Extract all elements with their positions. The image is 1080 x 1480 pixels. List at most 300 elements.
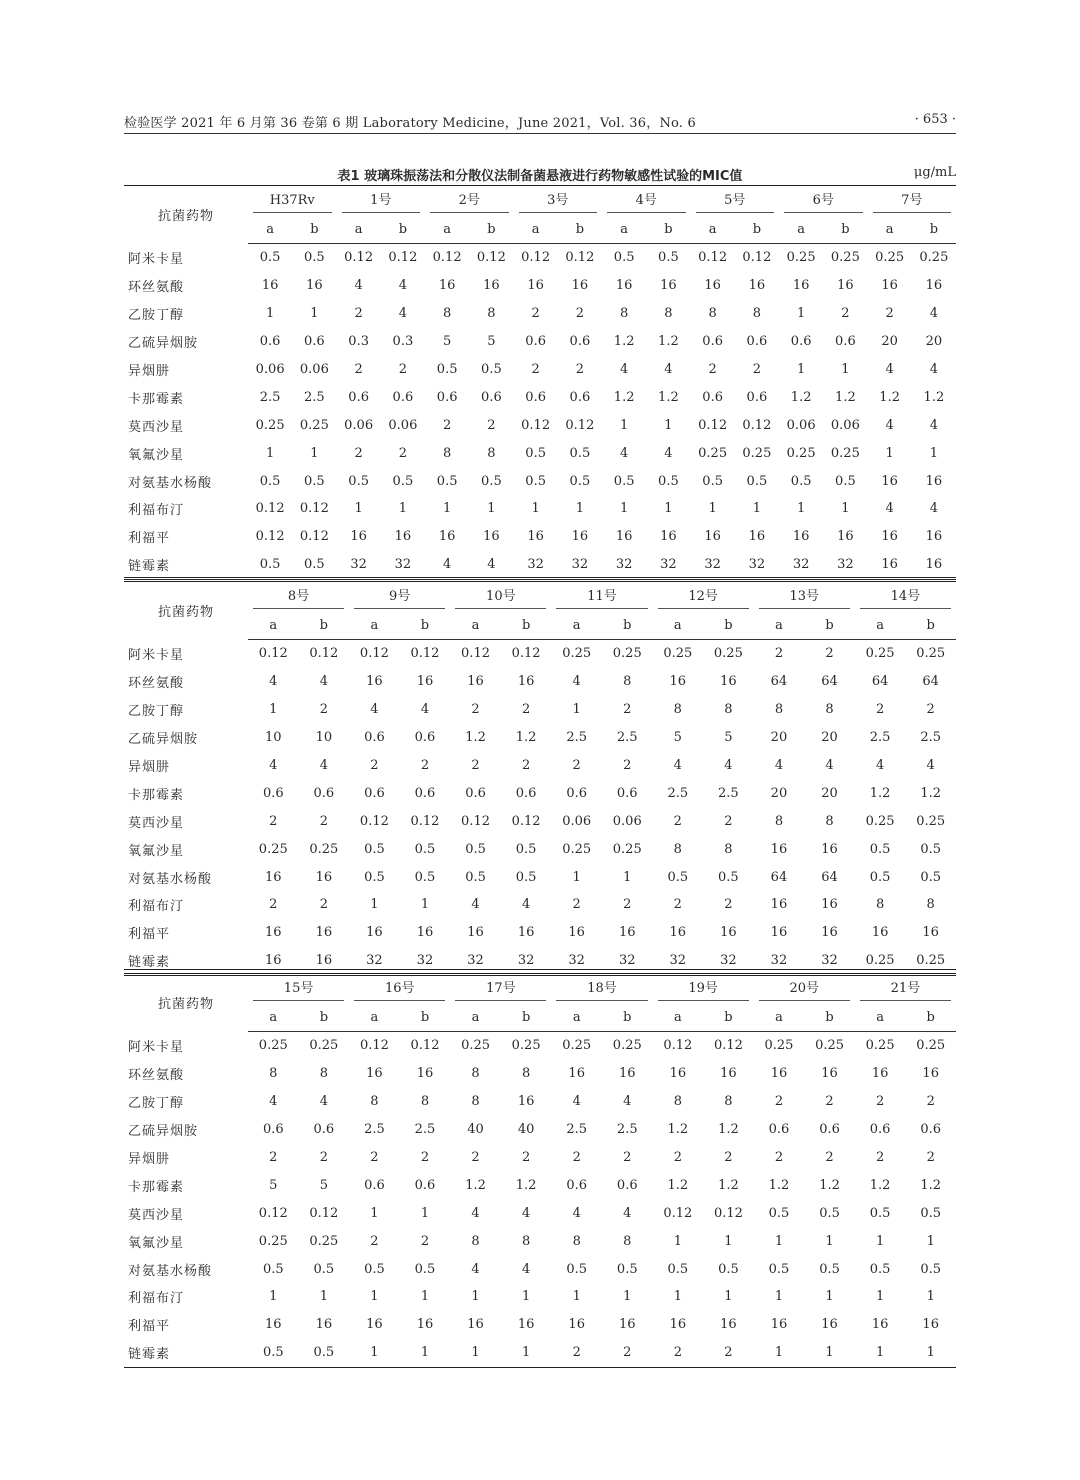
mic-table-part-3 xyxy=(124,973,956,1368)
mic-value: 1 xyxy=(774,1345,784,1361)
mic-value: 0.06 xyxy=(299,362,329,377)
journal-citation: 检验医学 2021 年 6 月第 36 卷第 6 期 Laboratory Medicine，June 2021，Vol. 36，No. 6 xyxy=(124,116,696,131)
mic-value: 1 xyxy=(487,501,496,517)
mic-value: 0.5 xyxy=(920,869,942,885)
strain-label: 14号 xyxy=(860,586,951,609)
mic-value: 0.5 xyxy=(414,841,436,857)
mic-value: 1.2 xyxy=(768,1177,790,1193)
table-row xyxy=(124,1283,956,1311)
drug-name: 异烟肼 xyxy=(128,760,171,775)
mic-value: 16 xyxy=(720,1066,737,1082)
method-a-header: a xyxy=(450,612,501,640)
mic-value: 2.5 xyxy=(667,785,689,801)
mic-value: 0.6 xyxy=(525,334,546,350)
mic-value: 2 xyxy=(575,362,585,377)
table-row xyxy=(124,863,956,891)
strain-label: 12号 xyxy=(658,586,749,609)
strain-group-header xyxy=(754,974,855,1005)
mic-value: 2 xyxy=(572,897,581,913)
mic-value: 0.5 xyxy=(465,841,486,857)
mic-value: 16 xyxy=(467,925,484,941)
mic-value: 0.6 xyxy=(746,334,768,350)
mic-value: 32 xyxy=(394,557,412,573)
mic-value: 2 xyxy=(354,306,363,322)
table-row xyxy=(124,1311,956,1339)
mic-value: 16 xyxy=(925,557,943,573)
mic-value: 16 xyxy=(517,674,535,690)
mic-value: 1 xyxy=(797,362,806,377)
mic-value: 4 xyxy=(572,1205,581,1221)
mic-value: 0.6 xyxy=(616,785,638,801)
method-a-header: a xyxy=(653,612,704,640)
mic-value: 0.12 xyxy=(309,646,339,662)
mic-value: 16 xyxy=(660,529,677,545)
strain-group-header xyxy=(349,974,450,1005)
mic-value: 0.12 xyxy=(258,646,288,662)
mic-value: 0.25 xyxy=(258,1038,288,1054)
drug-column-header: 抗菌药物 xyxy=(157,605,214,621)
mic-value: 1 xyxy=(443,501,452,517)
mic-value: 16 xyxy=(306,278,323,294)
mic-value: 8 xyxy=(620,306,629,322)
mic-value: 0.5 xyxy=(869,869,891,885)
mic-value: 0.12 xyxy=(663,1205,693,1221)
method-b-header: b xyxy=(501,612,552,640)
mic-value: 0.12 xyxy=(299,529,329,545)
mic-value: 0.12 xyxy=(359,646,389,662)
mic-value: 0.12 xyxy=(359,1038,389,1054)
page-number: · 653 · xyxy=(914,112,956,127)
mic-value: 16 xyxy=(416,925,434,941)
mic-value: 2.5 xyxy=(616,1122,638,1138)
method-a-header: a xyxy=(754,612,805,640)
mic-value: 1.2 xyxy=(465,1177,486,1193)
mic-value: 5 xyxy=(269,1177,278,1193)
table-row xyxy=(124,411,956,439)
mic-value: 8 xyxy=(708,306,717,322)
mic-value: 0.12 xyxy=(742,250,772,266)
mic-value: 4 xyxy=(521,897,531,913)
mic-value: 0.12 xyxy=(698,250,728,266)
mic-value: 0.25 xyxy=(865,813,895,829)
mic-value: 0.5 xyxy=(313,1345,335,1361)
drug-name: 链霉素 xyxy=(128,559,171,575)
mic-value: 4 xyxy=(354,278,363,294)
mic-value: 0.6 xyxy=(702,334,723,350)
mic-value: 4 xyxy=(471,1205,480,1221)
table-row xyxy=(124,696,956,724)
mic-value: 0.12 xyxy=(309,1205,339,1221)
mic-value: 4 xyxy=(875,758,885,773)
mic-value: 2 xyxy=(443,417,452,433)
table-row xyxy=(124,724,956,752)
strain-group-header xyxy=(514,186,603,217)
mic-value: 0.6 xyxy=(262,785,284,801)
mic-value: 16 xyxy=(366,1066,383,1082)
mic-value: 2 xyxy=(319,813,328,829)
mic-value: 0.06 xyxy=(612,813,642,829)
mic-value: 4 xyxy=(885,362,894,377)
mic-value: 16 xyxy=(467,674,484,690)
mic-value: 1 xyxy=(875,1289,885,1305)
mic-value: 0.5 xyxy=(364,1261,385,1277)
mic-value: 2 xyxy=(471,702,480,718)
mic-value: 0.25 xyxy=(511,1038,541,1054)
method-b-header: b xyxy=(905,612,956,640)
mic-value: 16 xyxy=(881,473,898,489)
mic-value: 0.25 xyxy=(309,1233,339,1249)
mic-value: 0.6 xyxy=(304,334,325,350)
mic-value: 16 xyxy=(315,1317,333,1333)
group-header-row xyxy=(124,186,956,217)
mic-value: 2 xyxy=(370,1150,379,1165)
mic-value: 16 xyxy=(571,278,589,294)
mic-value: 4 xyxy=(487,557,496,573)
mic-value: 8 xyxy=(471,1094,480,1110)
mic-value: 8 xyxy=(673,1094,682,1110)
mic-value: 20 xyxy=(770,785,788,801)
mic-value: 16 xyxy=(517,1094,535,1110)
mic-value: 0.25 xyxy=(258,1233,288,1249)
mic-value: 4 xyxy=(521,1261,531,1277)
mic-value: 0.25 xyxy=(612,646,642,662)
mic-value: 0.5 xyxy=(835,473,856,489)
table-row xyxy=(124,1171,956,1199)
mic-value: 10 xyxy=(265,730,282,746)
drug-name: 卡那霉素 xyxy=(128,391,185,407)
mic-value: 16 xyxy=(615,529,633,545)
mic-value: 4 xyxy=(319,758,328,773)
mic-value: 1 xyxy=(398,501,408,517)
mic-value: 0.5 xyxy=(465,869,486,885)
mic-value: 1 xyxy=(575,501,585,517)
mic-value: 16 xyxy=(922,1317,939,1333)
mic-value: 16 xyxy=(619,1317,636,1333)
mic-value: 2 xyxy=(572,758,581,773)
mic-value: 0.5 xyxy=(262,1261,284,1277)
mic-value: 1 xyxy=(572,869,581,885)
mic-value: 2 xyxy=(825,1150,834,1165)
mic-value: 16 xyxy=(922,925,939,941)
mic-value: 1.2 xyxy=(515,1177,537,1193)
mic-value: 0.6 xyxy=(313,785,335,801)
mic-value: 0.5 xyxy=(436,473,458,489)
mic-value: 0.5 xyxy=(414,869,436,885)
mic-value: 4 xyxy=(929,417,939,433)
mic-value: 32 xyxy=(618,953,636,969)
mic-value: 32 xyxy=(467,953,484,969)
mic-value: 16 xyxy=(770,1317,788,1333)
mic-value: 4 xyxy=(269,1094,278,1110)
mic-value: 16 xyxy=(720,925,737,941)
mic-value: 16 xyxy=(881,278,898,294)
mic-value: 16 xyxy=(568,1066,585,1082)
mic-value: 1 xyxy=(825,1345,834,1361)
mic-value: 16 xyxy=(618,925,636,941)
mic-value: 0.3 xyxy=(348,334,369,350)
mic-value: 0.12 xyxy=(410,646,440,662)
mic-value: 4 xyxy=(370,702,379,718)
mic-value: 2 xyxy=(623,1150,632,1165)
mic-value: 0.3 xyxy=(392,334,414,350)
mic-value: 2 xyxy=(623,758,632,773)
mic-value: 2.5 xyxy=(414,1122,436,1138)
strain-group-header xyxy=(868,186,957,217)
mic-value: 2 xyxy=(875,1150,885,1165)
table-row xyxy=(124,779,956,807)
mic-value: 1 xyxy=(885,445,894,461)
mic-value: 1 xyxy=(370,1205,379,1221)
mic-value: 0.6 xyxy=(259,334,281,350)
mic-value: 1 xyxy=(471,1289,480,1305)
drug-name: 阿米卡星 xyxy=(128,648,185,664)
strain-label: 20号 xyxy=(759,978,850,1001)
drug-name: 卡那霉素 xyxy=(128,1179,185,1195)
drug-name: 阿米卡星 xyxy=(128,1040,185,1056)
mic-value: 20 xyxy=(925,334,943,350)
mic-value: 2 xyxy=(370,758,379,773)
sub-header-row xyxy=(124,1004,956,1032)
method-b-header: b xyxy=(804,612,855,640)
mic-value: 0.25 xyxy=(786,250,816,266)
mic-value: 16 xyxy=(619,1066,636,1082)
table-row xyxy=(124,1060,956,1088)
mic-value: 20 xyxy=(881,334,898,350)
mic-value: 1 xyxy=(664,417,673,433)
drug-name: 卡那霉素 xyxy=(128,787,185,803)
method-b-header: b xyxy=(400,1004,451,1032)
mic-value: 1 xyxy=(825,1289,834,1305)
mic-value: 32 xyxy=(770,953,788,969)
mic-value: 2.5 xyxy=(566,1122,588,1138)
mic-value: 1 xyxy=(420,1205,430,1221)
mic-value: 0.5 xyxy=(436,362,458,377)
mic-value: 1 xyxy=(797,306,806,322)
mic-value: 0.25 xyxy=(786,445,816,461)
mic-value: 0.25 xyxy=(916,813,946,829)
mic-value: 2 xyxy=(841,306,850,322)
mic-value: 1.2 xyxy=(819,1177,840,1193)
strain-label: 7号 xyxy=(873,190,952,213)
method-b-header: b xyxy=(905,1004,956,1032)
strain-label: 8号 xyxy=(253,586,344,609)
mic-value: 0.5 xyxy=(313,1261,335,1277)
mic-value: 0.5 xyxy=(768,1261,790,1277)
mic-value: 0.25 xyxy=(562,646,592,662)
mic-value: 0.5 xyxy=(304,557,325,573)
mic-value: 2 xyxy=(724,1150,733,1165)
mic-value: 1.2 xyxy=(515,730,537,746)
mic-value: 0.25 xyxy=(562,841,592,857)
drug-name: 氧氟沙星 xyxy=(128,843,185,859)
mic-value: 0.12 xyxy=(432,250,462,266)
mic-value: 4 xyxy=(269,674,278,690)
method-b-header: b xyxy=(703,612,754,640)
mic-value: 16 xyxy=(821,925,838,941)
mic-value: 8 xyxy=(825,702,834,718)
mic-value: 40 xyxy=(517,1122,535,1138)
mic-value: 4 xyxy=(572,674,581,690)
mic-value: 64 xyxy=(770,674,788,690)
mic-value: 0.25 xyxy=(916,953,946,969)
mic-value: 16 xyxy=(837,529,854,545)
table-row xyxy=(124,495,956,523)
mic-value: 16 xyxy=(881,557,898,573)
mic-value: 2.5 xyxy=(364,1122,385,1138)
mic-value: 8 xyxy=(471,1066,480,1082)
mic-value: 0.6 xyxy=(569,334,591,350)
mic-value: 1.2 xyxy=(658,334,679,350)
mic-value: 1 xyxy=(623,1289,632,1305)
mic-value: 0.5 xyxy=(414,1261,436,1277)
mic-value: 0.5 xyxy=(262,1345,284,1361)
table-row xyxy=(124,467,956,495)
mic-value: 2 xyxy=(521,758,531,773)
mic-value: 0.6 xyxy=(364,1177,385,1193)
mic-value: 16 xyxy=(615,278,633,294)
mic-value: 0.25 xyxy=(309,1038,339,1054)
mic-value: 1 xyxy=(752,501,762,517)
mic-value: 1 xyxy=(420,1289,430,1305)
strain-label: 21号 xyxy=(860,978,951,1001)
method-b-header: b xyxy=(400,612,451,640)
mic-value: 1 xyxy=(319,1289,328,1305)
mic-value: 1 xyxy=(623,869,632,885)
method-a-header: a xyxy=(602,216,646,244)
mic-value: 0.25 xyxy=(612,1038,642,1054)
mic-value: 8 xyxy=(487,306,496,322)
method-b-header: b xyxy=(602,1004,653,1032)
mic-value: 0.6 xyxy=(414,1177,436,1193)
sub-header-row xyxy=(124,612,956,640)
method-b-header: b xyxy=(703,1004,754,1032)
mic-value: 8 xyxy=(521,1233,531,1249)
mic-value: 4 xyxy=(319,674,328,690)
mic-value: 0.6 xyxy=(364,730,385,746)
mic-value: 64 xyxy=(770,869,788,885)
mic-value: 32 xyxy=(704,557,721,573)
mic-value: 4 xyxy=(664,362,673,377)
mic-value: 8 xyxy=(443,445,452,461)
mic-value: 0.6 xyxy=(768,1122,790,1138)
mic-value: 0.06 xyxy=(388,417,418,433)
mic-value: 0.25 xyxy=(309,841,339,857)
mic-value: 0.25 xyxy=(698,445,728,461)
mic-value: 16 xyxy=(704,278,721,294)
mic-value: 16 xyxy=(315,869,333,885)
mic-value: 2.5 xyxy=(566,730,588,746)
mic-value: 5 xyxy=(487,334,496,350)
drug-name: 利福布汀 xyxy=(128,1291,185,1307)
mic-value: 1 xyxy=(265,445,275,461)
mic-value: 0.12 xyxy=(410,1038,440,1054)
mic-value: 0.5 xyxy=(869,1205,891,1221)
method-a-header: a xyxy=(349,1004,400,1032)
mic-table-part-2 xyxy=(124,581,956,976)
drug-name: 环丝氨酸 xyxy=(128,1068,185,1084)
mic-value: 1 xyxy=(797,501,806,517)
method-a-header: a xyxy=(868,216,912,244)
mic-value: 16 xyxy=(517,1317,535,1333)
mic-value: 8 xyxy=(269,1066,278,1082)
mic-value: 8 xyxy=(623,674,632,690)
method-a-header: a xyxy=(754,1004,805,1032)
method-a-header: a xyxy=(248,216,292,244)
mic-value: 2 xyxy=(354,445,363,461)
mic-value: 1.2 xyxy=(658,389,679,405)
strain-label: 10号 xyxy=(455,586,546,609)
mic-value: 0.5 xyxy=(481,362,502,377)
method-b-header: b xyxy=(823,216,867,244)
mic-value: 2 xyxy=(673,897,682,913)
mic-value: 2 xyxy=(623,702,632,718)
method-a-header: a xyxy=(653,1004,704,1032)
mic-value: 0.12 xyxy=(299,501,329,517)
mic-value: 1.2 xyxy=(923,389,945,405)
mic-value: 2 xyxy=(575,306,585,322)
mic-value: 1.2 xyxy=(613,389,635,405)
mic-value: 0.5 xyxy=(819,1205,840,1221)
mic-value: 1 xyxy=(926,1289,935,1305)
mic-value: 0.5 xyxy=(920,1261,942,1277)
table-row xyxy=(124,891,956,919)
mic-value: 0.5 xyxy=(525,445,546,461)
mic-value: 2 xyxy=(926,1150,935,1165)
mic-value: 1 xyxy=(724,1233,733,1249)
mic-value: 32 xyxy=(669,953,687,969)
table-row xyxy=(124,1255,956,1283)
mic-value: 0.6 xyxy=(515,785,537,801)
strain-label: 16号 xyxy=(354,978,445,1001)
table-row xyxy=(124,640,956,668)
mic-value: 0.06 xyxy=(344,417,374,433)
table-divider xyxy=(124,969,956,970)
mic-value: 0.6 xyxy=(414,730,436,746)
mic-value: 0.12 xyxy=(713,1205,743,1221)
mic-value: 0.12 xyxy=(255,501,285,517)
mic-value: 2 xyxy=(926,1094,935,1110)
mic-value: 16 xyxy=(770,841,788,857)
drug-name: 乙硫异烟胺 xyxy=(128,1124,199,1140)
mic-value: 1 xyxy=(370,1289,379,1305)
mic-value: 2 xyxy=(531,306,540,322)
mic-value: 1 xyxy=(929,445,939,461)
table-row xyxy=(124,1199,956,1227)
mic-value: 64 xyxy=(922,674,939,690)
mic-value: 4 xyxy=(620,362,629,377)
mic-value: 4 xyxy=(471,1261,480,1277)
strain-label: 13号 xyxy=(759,586,850,609)
mic-value: 2 xyxy=(572,1150,581,1165)
mic-value: 2.5 xyxy=(304,389,325,405)
mic-value: 0.5 xyxy=(920,1205,942,1221)
mic-value: 2 xyxy=(623,1345,632,1361)
mic-value: 16 xyxy=(669,1066,687,1082)
mic-value: 1 xyxy=(875,1233,885,1249)
mic-value: 0.25 xyxy=(764,1038,794,1054)
mic-value: 16 xyxy=(922,1066,939,1082)
mic-value: 1.2 xyxy=(667,1122,689,1138)
mic-value: 32 xyxy=(571,557,589,573)
mic-value: 0.25 xyxy=(299,417,329,433)
mic-table-part-1 xyxy=(124,185,956,580)
drug-name: 莫西沙星 xyxy=(128,815,185,831)
method-a-header: a xyxy=(349,612,400,640)
mic-value: 2 xyxy=(420,1150,430,1165)
mic-value: 16 xyxy=(483,278,500,294)
mic-value: 2 xyxy=(420,1233,430,1249)
method-a-header: a xyxy=(551,1004,602,1032)
